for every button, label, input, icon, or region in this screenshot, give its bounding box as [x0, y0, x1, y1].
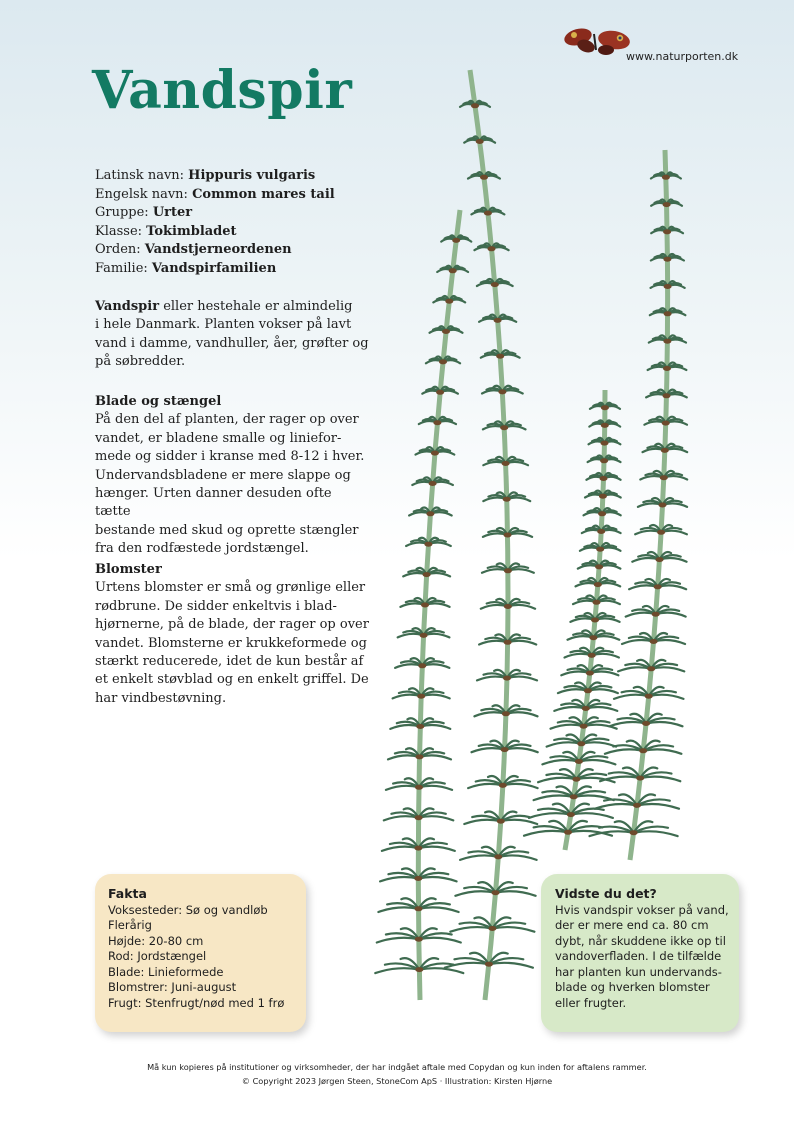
- fakta-line: Flerårig: [108, 918, 152, 932]
- info-value: Vandstjerneordenen: [144, 242, 292, 257]
- taxonomy-info: [95, 167, 375, 278]
- footer-copyright: © Copyright 2023 Jørgen Steen, StoneCom ApS · Illustration: Kirsten Hjørne: [241, 1076, 553, 1086]
- info-value: Common mares tail: [192, 186, 335, 202]
- section-line: vandet. Blomsterne er krukkeformede og: [95, 635, 367, 651]
- page-title: Vandspir: [92, 60, 353, 121]
- info-row-latin: [95, 167, 375, 186]
- did-you-know-box: [541, 874, 739, 1032]
- section-line: stærkt reducerede, idet de kun består af: [95, 654, 364, 670]
- plant-stem: [375, 210, 471, 1000]
- site-url[interactable]: www.naturporten.dk: [626, 50, 739, 63]
- fakta-line: Blomstrer: Juni-august: [108, 980, 237, 994]
- did-you-know-line: vandoverfladen. I de tilfælde: [555, 949, 722, 963]
- section-line: vandet, er bladene smalle og liniefor-: [95, 430, 342, 446]
- fakta-line: Frugt: Stenfrugt/nød med 1 frø: [108, 995, 285, 1010]
- section-blade: [95, 393, 370, 559]
- fakta-line: Højde: 20-80 cm: [108, 933, 204, 948]
- intro-line: vand i damme, vandhuller, åer, grøfter og: [95, 335, 369, 351]
- footer: [0, 1060, 794, 1088]
- info-label: Orden:: [95, 242, 145, 257]
- did-you-know-line: blade og hverken blomster: [555, 980, 710, 994]
- info-label: Familie:: [95, 260, 152, 276]
- fakta-line: Blade: Linieformede: [108, 964, 224, 979]
- did-you-know-line: dybt, når skuddene ikke op til: [555, 933, 726, 948]
- section-line: mede og sidder i kranse med 8-12 i hver.: [95, 449, 365, 465]
- section-heading: Blomster: [95, 562, 162, 577]
- intro-line-text: eller hestehale er almindelig: [159, 299, 353, 314]
- fakta-line: Rod: Jordstængel: [108, 949, 207, 963]
- fakta-heading: Fakta: [108, 886, 147, 901]
- info-value: Tokimbladet: [146, 223, 237, 239]
- section-line: fra den rodfæstede jordstængel.: [95, 541, 309, 557]
- info-row-group: [95, 204, 375, 223]
- intro-line: på søbredder.: [95, 354, 186, 370]
- did-you-know-line: har planten kun undervands-: [555, 964, 722, 979]
- info-row-english: [95, 186, 375, 205]
- section-line: Urtens blomster er små og grønlige eller: [95, 580, 366, 596]
- plant-stem: [445, 70, 538, 1000]
- info-value: Hippuris vulgaris: [188, 168, 316, 183]
- info-row-order: [95, 241, 375, 260]
- info-label: Klasse:: [95, 223, 147, 239]
- info-label: Latinsk navn:: [95, 168, 189, 183]
- section-line: har vindbestøvning.: [95, 690, 227, 706]
- fakta-box: [95, 874, 306, 1032]
- section-line: hænger. Urten danner desuden ofte tætte: [95, 486, 332, 520]
- section-line: hjørnerne, på de blade, der rager op over: [95, 617, 369, 633]
- intro-line: i hele Danmark. Planten vokser på lavt: [95, 317, 352, 333]
- section-line: rødbrune. De sidder enkeltvis i blad-: [95, 598, 337, 614]
- section-line: bestande med skud og oprette stængler: [95, 522, 359, 538]
- intro-paragraph: [95, 298, 370, 372]
- footer-license: Må kun kopieres på institutioner og virksomheder, der har indgået aftale med Copydan og kun inden for aftalens rammer.: [147, 1062, 647, 1072]
- plant-stem: [524, 390, 621, 850]
- section-line: et enkelt støvblad og en enkelt griffel. De: [95, 672, 369, 688]
- info-value: Urter: [152, 205, 193, 220]
- did-you-know-line: Hvis vandspir vokser på vand,: [555, 902, 729, 917]
- info-row-family: [95, 260, 375, 279]
- did-you-know-line: eller frugter.: [555, 995, 627, 1010]
- info-label: Gruppe:: [95, 205, 153, 220]
- info-row-class: [95, 223, 375, 242]
- info-label: Engelsk navn:: [95, 186, 193, 202]
- section-heading: Blade og stængel: [95, 394, 222, 409]
- fakta-line: Voksesteder: Sø og vandløb: [108, 902, 268, 917]
- did-you-know-heading: Vidste du det?: [555, 886, 657, 901]
- info-value: Vandspirfamilien: [151, 260, 277, 276]
- section-line: Undervandsbladene er mere slappe og: [95, 467, 351, 483]
- intro-bold: Vandspir: [95, 299, 160, 314]
- section-line: På den del af planten, der rager op over: [95, 412, 359, 428]
- section-blomster: [95, 561, 370, 708]
- did-you-know-line: der er mere end ca. 80 cm: [555, 918, 709, 932]
- intro-line: [95, 298, 370, 316]
